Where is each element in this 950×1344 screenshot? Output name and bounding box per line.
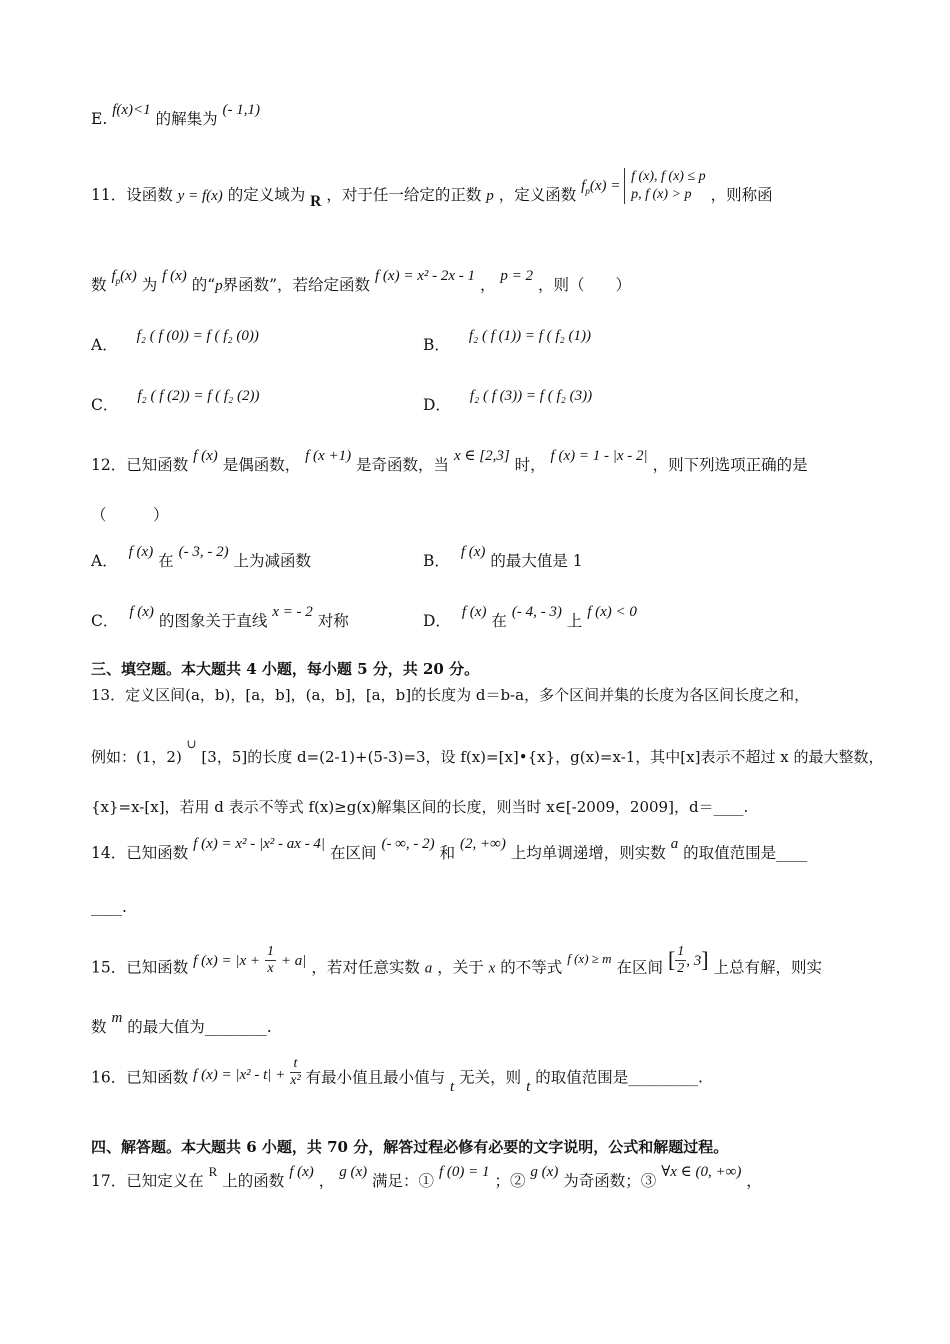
math-expression: f (x) ≥ m — [567, 950, 612, 966]
option-d — [423, 388, 593, 417]
math-expression: x ∈ [2,3] — [453, 448, 510, 464]
fraction: $\frac{t}{\text{x²}}$ — [290, 1056, 301, 1088]
question-text: 例如：(1，2) — [91, 748, 182, 766]
math-expression: f (x) — [460, 544, 486, 560]
question-text: ____. — [91, 898, 127, 916]
math-expression: (2, +∞) — [460, 836, 506, 852]
option-text: 在 — [491, 612, 507, 630]
question-text: 的取值范围是____ — [683, 844, 808, 862]
q11-options-cd — [91, 388, 890, 417]
real-set-symbol: R — [310, 193, 322, 210]
section-3-heading — [91, 658, 890, 680]
math-symbol: a — [424, 960, 433, 977]
option-text: 的最大值是 1 — [490, 552, 583, 570]
question-text: 11．设函数 — [91, 186, 173, 204]
question-text: 在区间 — [330, 844, 377, 862]
question-text: ，若对任意实数 — [311, 958, 420, 977]
question-text: 的定义域为 — [227, 186, 306, 204]
question-text: 为奇函数；③ — [563, 1172, 657, 1190]
question-text: 的不等式 — [500, 958, 563, 977]
fraction: $\frac{1}{2}$ — [677, 944, 685, 976]
q13-line3 — [91, 796, 890, 818]
question-text: 的最大值为________. — [127, 1018, 272, 1036]
math-expression: f (x) — [128, 544, 154, 560]
question-text: ，则称函 — [710, 186, 773, 204]
question-text: ， — [318, 1172, 335, 1190]
math-expression: + a| — [280, 952, 307, 969]
question-text: 数 — [91, 1018, 107, 1036]
piecewise-function: $f_p(x)$ = — [581, 178, 621, 196]
q11-options-ab — [91, 328, 890, 357]
math-expression: ∀x ∈ (0, +∞) — [661, 1164, 742, 1180]
math-expression: (- 1,1) — [222, 102, 261, 118]
math-symbol: a — [670, 836, 679, 852]
option-text: 的解集为 — [155, 110, 218, 128]
question-text: 是偶函数， — [222, 456, 301, 474]
math-expression: f (0) = 1 — [439, 1164, 490, 1180]
real-set-symbol: R — [208, 1164, 218, 1179]
math-expression: f (x) = 1 - |x - 2| — [550, 448, 648, 464]
bracket-left: [ — [667, 946, 676, 972]
case-1: f (x), f (x) ≤ p — [631, 169, 706, 184]
answer-bracket: （ ） — [91, 506, 169, 524]
option-d-label: D． — [423, 612, 451, 630]
question-text: 有最小值且最小值与 — [305, 1068, 446, 1087]
question-text: 时， — [514, 456, 546, 474]
question-text: ，定义函数 — [498, 186, 577, 204]
question-text: 上的函数 — [222, 1172, 285, 1190]
math-expression: x = - 2 — [272, 604, 313, 620]
union-symbol: ∪ — [186, 737, 197, 751]
math-expression: f (x +1) — [305, 448, 352, 464]
question-text: 满足：① — [372, 1172, 435, 1190]
option-d-math: f₂ ( f (3)) = f ( f₂ (3)) — [469, 388, 593, 404]
option-label: E. — [91, 110, 108, 128]
question-text: ，则下列选项正确的是 — [652, 456, 808, 474]
math-expression: p = 2 — [500, 268, 534, 284]
q13-line1 — [91, 684, 890, 706]
question-text: ，关于 — [437, 958, 484, 977]
question-text: ，对于任一给定的正数 — [326, 186, 482, 204]
option-b-label: B． — [423, 552, 450, 570]
question-text: ，则（ ） — [537, 276, 631, 294]
option-b-math: f₂ ( f (1)) = f ( f₂ (1)) — [468, 328, 592, 344]
fraction: $\frac{1}{x}$ — [266, 944, 274, 976]
option-c-label: C． — [91, 396, 119, 414]
math-expression: (- 3, - 2) — [178, 544, 229, 560]
q15-line1 — [91, 944, 890, 982]
option-text: 上 — [566, 612, 583, 630]
option-b — [423, 544, 583, 573]
question-text: 上均单调递增，则实数 — [510, 844, 666, 862]
option-a-math: f₂ ( f (0)) = f ( f₂ (0)) — [136, 328, 259, 344]
option-a-label: A． — [91, 552, 118, 570]
math-expression: y = f(x) — [177, 188, 223, 204]
math-expression: f (x) — [129, 604, 154, 620]
q13-line2 — [91, 737, 890, 769]
q17-line1 — [91, 1164, 890, 1193]
q12-line1 — [91, 448, 890, 477]
option-c-label: C． — [91, 612, 119, 630]
option-b — [423, 328, 592, 357]
option-d-label: D． — [423, 396, 451, 414]
q14-line1 — [91, 836, 890, 865]
q16-line1 — [91, 1056, 890, 1095]
math-symbol: p — [215, 278, 223, 294]
math-expression: f (x) — [162, 268, 187, 284]
q12-options-ab — [91, 544, 890, 573]
option-a-label: A． — [91, 336, 118, 354]
math-expression: f (x) = |x + — [193, 952, 261, 969]
question-text: 无关，则 — [459, 1068, 522, 1087]
math-symbol: x — [488, 960, 496, 977]
q11-line1 — [91, 169, 890, 214]
section-heading: 四、解答题。本大题共 6 小题，共 70 分，解答过程必修有必要的文字说明，公式和解题过程。 — [91, 1138, 729, 1156]
option-text: 在 — [158, 552, 174, 570]
question-text: 和 — [439, 844, 456, 862]
math-expression: f (x) < 0 — [587, 604, 637, 620]
math-symbol: p — [486, 188, 494, 204]
option-text: 对称 — [317, 612, 349, 630]
option-text: 的图象关于直线 — [158, 612, 268, 630]
option-d — [423, 604, 637, 633]
section-heading: 三、填空题。本大题共 4 小题，每小题 5 分，共 20 分。 — [91, 660, 480, 678]
case-2: p, f (x) > p — [631, 187, 692, 202]
question-text: {x}=x-[x]，若用 d 表示不等式 f(x)≥g(x)解集区间的长度，则当时 x∈[-2009，2009]，d＝____. — [91, 798, 749, 816]
math-symbol: t — [526, 1078, 531, 1095]
question-text: 上总有解，则实 — [713, 958, 823, 977]
question-text: 12．已知函数 — [91, 456, 189, 474]
question-text: 17．已知定义在 — [91, 1172, 204, 1190]
math-expression: f (x) — [193, 448, 218, 464]
section-4-heading — [91, 1136, 890, 1158]
math-expression: f(x)<1 — [112, 102, 151, 118]
question-text: 16．已知函数 — [91, 1068, 189, 1087]
question-text: 是奇函数，当 — [356, 456, 450, 474]
piecewise-cases — [624, 168, 706, 204]
math-symbol: t — [450, 1078, 455, 1095]
option-b-label: B． — [423, 336, 450, 354]
question-text: 14．已知函数 — [91, 844, 189, 862]
question-text: ， — [479, 276, 496, 294]
math-expression: f (x) = x² - 2x - 1 — [375, 268, 475, 284]
math-expression: (- ∞, - 2) — [381, 836, 435, 852]
math-symbol: m — [111, 1010, 123, 1026]
q12-line2 — [91, 504, 890, 526]
math-expression: , 3 — [686, 952, 702, 969]
question-text: ；② — [494, 1172, 526, 1190]
question-text: 13．定义区间(a，b)，[a，b]，(a，b]，[a，b]的长度为 d＝b-a，多个区间并集的长度为各区间长度之和， — [91, 686, 810, 704]
question-text: ， — [746, 1172, 762, 1190]
math-expression: g (x) — [530, 1164, 559, 1180]
q11-line2 — [91, 268, 890, 302]
math-expression: (- 4, - 3) — [511, 604, 562, 620]
q10-option-e — [91, 102, 890, 131]
q15-line2 — [91, 1010, 890, 1039]
question-text: 界函数”，若给定函数 — [222, 276, 371, 294]
question-text: 15．已知函数 — [91, 958, 189, 977]
bracket-right: ] — [701, 946, 709, 972]
question-text: 为 — [141, 276, 158, 294]
option-text: 上为减函数 — [233, 552, 312, 570]
question-text: 数 — [91, 276, 107, 294]
math-expression: f (x) = x² - |x² - ax - 4| — [193, 836, 326, 852]
question-text: 的“ — [191, 276, 216, 294]
math-expression: f (x) — [461, 604, 487, 620]
q14-line2 — [91, 896, 890, 918]
math-expression: f (x) = |x² - t| + — [193, 1066, 286, 1083]
question-text: 的取值范围是_________. — [535, 1068, 703, 1087]
math-expression: $f_p(x)$ — [111, 268, 137, 286]
math-expression: f (x) — [289, 1164, 314, 1180]
q12-options-cd — [91, 604, 890, 633]
question-text: 在区间 — [616, 958, 664, 977]
option-c-math: f₂ ( f (2)) = f ( f₂ (2)) — [137, 388, 260, 404]
math-expression: g (x) — [339, 1164, 368, 1180]
question-text: [3，5]的长度 d=(2-1)+(5-3)=3，设 f(x)=[x]•{x}，g(x)=x-1，其中[x]表示不超过 x 的最大整数， — [201, 748, 884, 766]
